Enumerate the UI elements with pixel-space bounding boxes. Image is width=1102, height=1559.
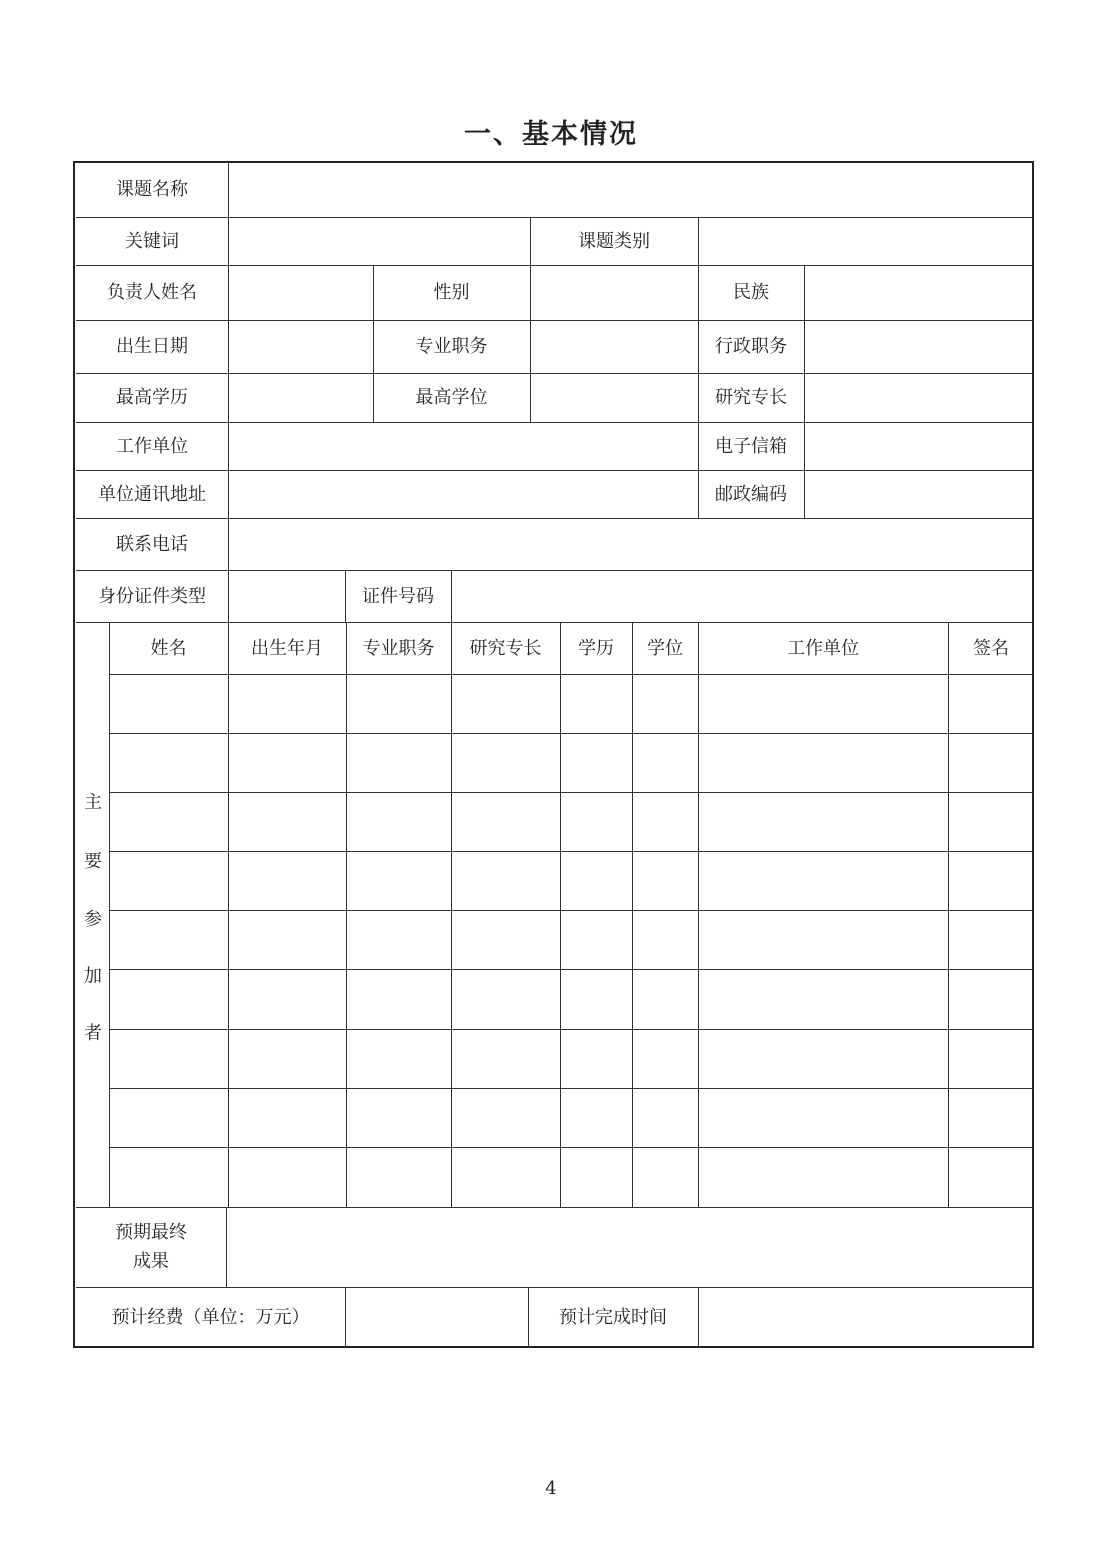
professional-title-field[interactable] xyxy=(531,321,698,373)
unit-address-field[interactable] xyxy=(229,471,698,518)
leader-name-field[interactable] xyxy=(229,266,373,320)
participant-row-3[interactable] xyxy=(110,793,1032,851)
keywords-field[interactable] xyxy=(229,218,530,265)
col-header-degree: 学位 xyxy=(647,637,683,659)
col-header-education: 学历 xyxy=(578,637,614,659)
participants-label-4: 加 xyxy=(84,966,102,987)
participant-row-2[interactable] xyxy=(110,734,1032,792)
birth-date-field[interactable] xyxy=(229,321,373,373)
topic-category-label: 课题类别 xyxy=(578,230,650,252)
ethnicity-field[interactable] xyxy=(805,266,1032,320)
email-label: 电子信箱 xyxy=(715,435,787,457)
col-header-signature: 签名 xyxy=(973,637,1009,659)
participant-row-5[interactable] xyxy=(110,911,1032,969)
participants-label-2: 要 xyxy=(84,851,102,872)
col-header-work-unit: 工作单位 xyxy=(787,637,859,659)
completion-time-label: 预计完成时间 xyxy=(559,1307,667,1328)
research-specialty-label: 研究专长 xyxy=(715,387,787,408)
participant-row-1[interactable] xyxy=(110,675,1032,733)
budget-field[interactable] xyxy=(346,1288,528,1346)
work-unit-label: 工作单位 xyxy=(116,435,188,457)
page-title: 一、基本情况 xyxy=(464,119,638,150)
id-type-field[interactable] xyxy=(229,571,345,622)
participant-row-7[interactable] xyxy=(110,1030,1032,1088)
participant-row-8[interactable] xyxy=(110,1089,1032,1147)
expected-outcome-label-line2: 成果 xyxy=(133,1251,169,1272)
id-type-label: 身份证件类型 xyxy=(98,585,206,607)
leader-name-label: 负责人姓名 xyxy=(107,282,197,303)
col-header-specialty: 研究专长 xyxy=(469,637,542,659)
admin-title-label: 行政职务 xyxy=(715,336,787,357)
keywords-label: 关键词 xyxy=(125,230,179,252)
id-number-field[interactable] xyxy=(452,571,1032,622)
expected-outcome-label-line1: 预期最终 xyxy=(115,1222,187,1243)
participant-row-6[interactable] xyxy=(110,970,1032,1029)
gender-label: 性别 xyxy=(433,282,470,303)
research-specialty-field[interactable] xyxy=(805,374,1032,422)
col-header-title: 专业职务 xyxy=(362,637,435,659)
professional-title-label: 专业职务 xyxy=(415,336,488,357)
gender-field[interactable] xyxy=(531,266,698,320)
budget-label: 预计经费（单位：万元） xyxy=(111,1307,310,1328)
participants-label-3: 参 xyxy=(84,909,102,930)
postal-code-field[interactable] xyxy=(805,471,1032,518)
phone-field[interactable] xyxy=(229,519,1032,570)
participant-row-4[interactable] xyxy=(110,852,1032,910)
participant-row-9[interactable] xyxy=(110,1148,1032,1207)
completion-time-field[interactable] xyxy=(699,1288,1032,1346)
id-number-label: 证件号码 xyxy=(362,585,434,607)
topic-name-label: 课题名称 xyxy=(116,178,188,200)
col-header-name: 姓名 xyxy=(150,637,187,659)
highest-education-label: 最高学历 xyxy=(116,387,188,408)
page-number: 4 xyxy=(545,1478,557,1499)
col-header-birth: 出生年月 xyxy=(251,637,323,659)
birth-date-label: 出生日期 xyxy=(116,336,188,357)
expected-outcome-label xyxy=(76,1207,226,1287)
admin-title-field[interactable] xyxy=(805,321,1032,373)
unit-address-label: 单位通讯地址 xyxy=(98,483,206,505)
highest-degree-label: 最高学位 xyxy=(415,387,488,408)
participants-label-1: 主 xyxy=(84,792,102,813)
ethnicity-label: 民族 xyxy=(733,282,769,303)
highest-degree-field[interactable] xyxy=(531,374,698,422)
phone-label: 联系电话 xyxy=(116,533,188,555)
topic-name-field[interactable] xyxy=(229,164,1032,217)
topic-category-field[interactable] xyxy=(699,218,1032,265)
participants-label-5: 者 xyxy=(84,1023,102,1044)
email-field[interactable] xyxy=(805,423,1032,470)
work-unit-field[interactable] xyxy=(229,423,698,470)
highest-education-field[interactable] xyxy=(229,374,373,422)
postal-code-label: 邮政编码 xyxy=(715,483,787,505)
expected-outcome-field[interactable] xyxy=(227,1208,1032,1287)
